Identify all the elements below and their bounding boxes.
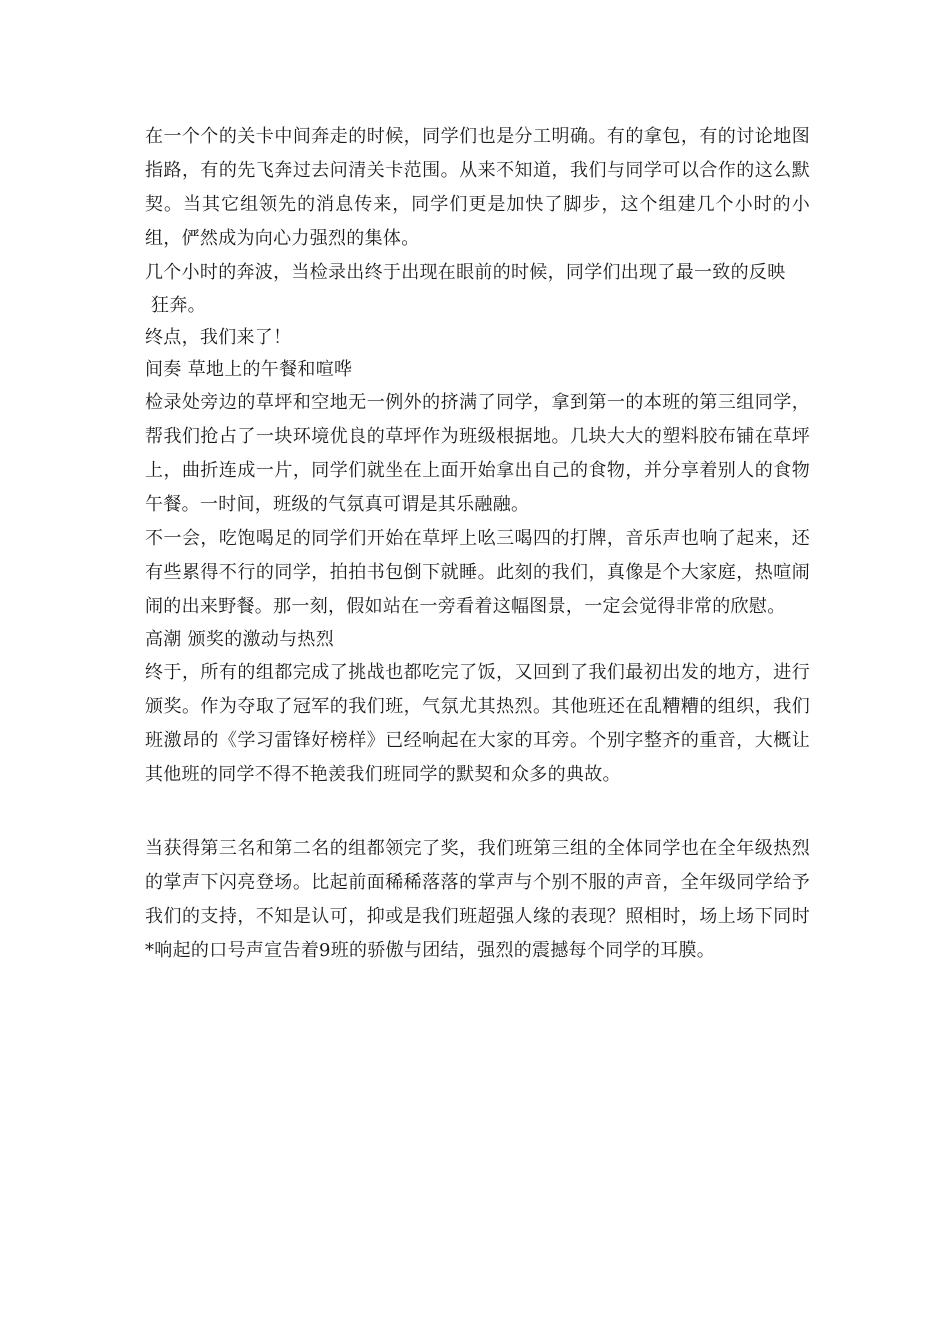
paragraph-after-lunch: 不一会，吃饱喝足的同学们开始在草坪上吆三喝四的打牌，音乐声也响了起来，还有些累得不行的同学，拍拍书包倒下就睡。此刻的我们，真像是个大家庭，热喧闹闹的出来野餐。那一刻，假如站在一旁看着这幅图景，一定会觉得非常的欣慰。 xyxy=(145,528,810,617)
line-dash: 狂奔。 xyxy=(145,295,206,316)
section-heading-climax: 高潮 颁奖的激动与热烈 xyxy=(145,629,335,650)
section-heading-interlude: 间奏 草地上的午餐和喧哗 xyxy=(145,359,353,380)
paragraph-teamwork: 在一个个的关卡中间奔走的时候，同学们也是分工明确。有的拿包，有的讨论地图指路，有的先飞奔过去问清关卡范围。从来不知道，我们与同学可以合作的这么默契。当其它组领先的消息传来，同学们更是加快了脚步，这个组建几个小时的小组，俨然成为向心力强烈的集体。 xyxy=(145,126,810,249)
paragraph-spacer xyxy=(145,792,810,832)
paragraph-lawn-lunch: 检录处旁边的草坪和空地无一例外的挤满了同学，拿到第一的本班的第三组同学，帮我们抢占了一块环境优良的草坪作为班级根据地。几块大大的塑料胶布铺在草坪上，曲折连成一片，同学们就坐在上面开始拿出自己的食物，并分享着别人的食物午餐。一时间，班级的气氛真可谓是其乐融融。 xyxy=(145,392,810,515)
paragraph-award-ceremony: 终于，所有的组都完成了挑战也都吃完了饭，又回到了我们最初出发的地方，进行颁奖。作为夺取了冠军的我们班，气氛尤其热烈。其他班还在乱糟糟的组织，我们班激昂的《学习雷锋好榜样》已经响起在大家的耳旁。个别字整齐的重音，大概让其他班的同学不得不艳羡我们班同学的默契和众多的典故。 xyxy=(145,662,810,785)
document-body xyxy=(145,120,810,968)
line-finish: 终点，我们来了！ xyxy=(145,327,292,348)
paragraph-checkpoint: 几个小时的奔波，当检录出终于出现在眼前的时候，同学们出现了最一致的反映 xyxy=(145,262,786,283)
paragraph-on-stage: 当获得第三名和第二名的组都领完了奖，我们班第三组的全体同学也在全年级热烈的掌声下闪亮登场。比起前面稀稀落落的掌声与个别不服的声音，全年级同学给予我们的支持，不知是认可，抑或是我们班超强人缘的表现？照相时，场上场下同时*响起的口号声宣告着9班的骄傲与团结，强烈的震撼每个同学的耳膜。 xyxy=(145,838,810,961)
